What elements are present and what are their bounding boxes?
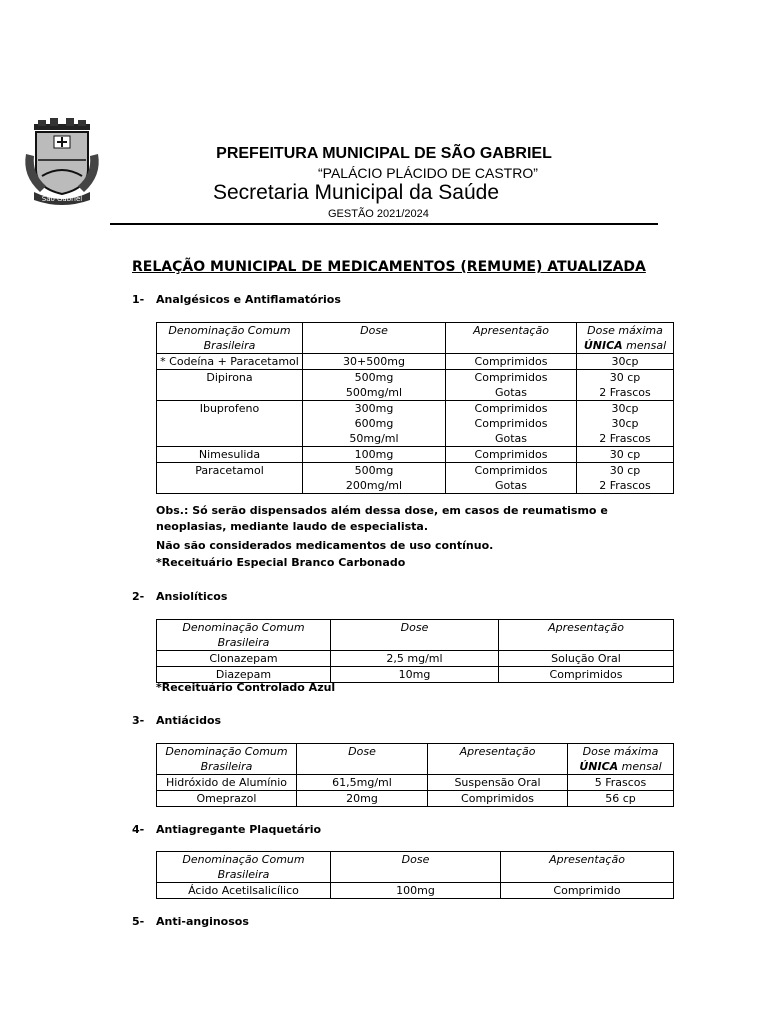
medication-table (156, 851, 674, 899)
dose-line: 200mg/ml (345, 479, 403, 492)
column-header: Dose (331, 620, 499, 651)
drug-presentation (446, 370, 577, 401)
max-line: 30 cp (609, 371, 641, 384)
drug-max-dose (577, 447, 674, 463)
dose-line: 30+500mg (343, 355, 405, 368)
max-line: 30cp (611, 355, 639, 368)
medication-table (156, 322, 674, 494)
max-line: 30cp (611, 402, 639, 415)
header-gestao: GESTÃO 2021/2024 (328, 208, 429, 220)
presentation-line: Gotas (494, 479, 528, 492)
drug-presentation (446, 354, 577, 370)
column-header: Denominação Comum Brasileira (157, 620, 331, 651)
prescription-note: *Receituário Especial Branco Carbonado (156, 556, 406, 569)
drug-max-dose (577, 370, 674, 401)
presentation-line: Gotas (494, 386, 528, 399)
drug-presentation: Comprimidos (428, 791, 568, 807)
drug-dose: 100mg (331, 883, 501, 899)
table-row (157, 883, 674, 899)
column-header: Apresentação (499, 620, 674, 651)
column-header: Apresentação (446, 323, 577, 354)
table-header-row (157, 323, 674, 354)
table-row (157, 401, 674, 447)
section-heading (132, 714, 221, 727)
obs-label: Obs.: (156, 504, 189, 517)
table-row (157, 791, 674, 807)
max-suffix: mensal (618, 760, 662, 773)
column-header: Denominação Comum Brasileira (157, 323, 303, 354)
dose-line: 300mg (354, 402, 394, 415)
drug-name: Hidróxido de Alumínio (157, 775, 297, 791)
column-header-max (577, 323, 674, 354)
table-header-row (157, 852, 674, 883)
section-number: 5- (132, 915, 145, 928)
presentation-line: Comprimidos (474, 464, 548, 477)
max-line: 2 Frascos (599, 479, 651, 492)
column-header: Dose (303, 323, 446, 354)
dose-line: 100mg (354, 448, 394, 461)
drug-name: Nimesulida (157, 447, 303, 463)
header-palacio: “PALÁCIO PLÁCIDO DE CASTRO” (318, 165, 538, 181)
drug-dose: 10mg (331, 667, 499, 683)
column-header: Dose (297, 744, 428, 775)
table-row (157, 447, 674, 463)
table-header-row (157, 620, 674, 651)
dose-line: 500mg (354, 371, 394, 384)
max-line: 30 cp (609, 464, 641, 477)
observation-note (156, 503, 671, 535)
drug-presentation: Suspensão Oral (428, 775, 568, 791)
drug-dose (303, 463, 446, 494)
drug-name: Dipirona (157, 370, 303, 401)
dose-line: 600mg (354, 417, 394, 430)
section-number: 1- (132, 293, 145, 306)
drug-presentation (446, 463, 577, 494)
section-heading (132, 915, 249, 928)
section-name: Ansiolíticos (156, 590, 228, 603)
dose-line: 50mg/ml (349, 432, 399, 445)
column-header: Denominação Comum Brasileira (157, 852, 331, 883)
drug-name: Clonazepam (157, 651, 331, 667)
presentation-line: Gotas (494, 432, 528, 445)
obs-text: Só serão dispensados além dessa dose, em casos de reumatismo e neoplasias, mediante laudo de especialista. (156, 504, 608, 533)
presentation-line: Comprimidos (474, 402, 548, 415)
max-line: 2 Frascos (599, 386, 651, 399)
section-heading (132, 823, 321, 836)
drug-dose: 2,5 mg/ml (331, 651, 499, 667)
section-number: 4- (132, 823, 145, 836)
header-prefeitura: PREFEITURA MUNICIPAL DE SÃO GABRIEL (216, 145, 552, 162)
max-prefix: Dose máxima (582, 745, 659, 758)
drug-max-dose (577, 354, 674, 370)
section-name: Antiácidos (156, 714, 222, 727)
max-suffix: mensal (622, 339, 667, 352)
drug-presentation (446, 447, 577, 463)
drug-dose (303, 354, 446, 370)
drug-max-dose: 56 cp (568, 791, 674, 807)
max-emphasis: ÚNICA (583, 339, 623, 352)
medication-table (156, 743, 674, 807)
prescription-note: *Receituário Controlado Azul (156, 681, 336, 694)
presentation-line: Comprimidos (474, 417, 548, 430)
drug-presentation: Solução Oral (499, 651, 674, 667)
header-secretaria: Secretaria Municipal da Saúde (213, 181, 500, 204)
max-line: 30cp (611, 417, 639, 430)
max-emphasis: ÚNICA (579, 760, 619, 773)
drug-max-dose: 5 Frascos (568, 775, 674, 791)
column-header: Denominação Comum Brasileira (157, 744, 297, 775)
continuous-use-note: Não são considerados medicamentos de uso contínuo. (156, 539, 494, 552)
drug-name: Ibuprofeno (157, 401, 303, 447)
dose-line: 500mg/ml (345, 386, 403, 399)
table-header-row (157, 744, 674, 775)
presentation-line: Comprimidos (474, 448, 548, 461)
column-header: Dose (331, 852, 501, 883)
column-header: Apresentação (501, 852, 674, 883)
table-row (157, 370, 674, 401)
section-heading (132, 293, 341, 306)
header-divider (110, 223, 658, 225)
drug-presentation: Comprimidos (499, 667, 674, 683)
seal-banner-text: São Gabriel (41, 195, 83, 203)
section-heading (132, 590, 227, 603)
section-number: 2- (132, 590, 145, 603)
max-line: 30 cp (609, 448, 641, 461)
presentation-line: Comprimidos (474, 371, 548, 384)
document-title: RELAÇÃO MUNICIPAL DE MEDICAMENTOS (REMUME) ATUALIZADA (132, 259, 646, 275)
table-row (157, 651, 674, 667)
medication-table (156, 619, 674, 683)
drug-max-dose (577, 463, 674, 494)
table-row (157, 354, 674, 370)
drug-presentation: Comprimido (501, 883, 674, 899)
drug-name: Ácido Acetilsalicílico (157, 883, 331, 899)
presentation-line: Comprimidos (474, 355, 548, 368)
municipal-seal-icon (20, 118, 104, 208)
drug-presentation (446, 401, 577, 447)
max-line: 2 Frascos (599, 432, 651, 445)
drug-max-dose (577, 401, 674, 447)
column-header-max (568, 744, 674, 775)
drug-name: Omeprazol (157, 791, 297, 807)
table-row (157, 775, 674, 791)
drug-dose: 20mg (297, 791, 428, 807)
section-name: Anti-anginosos (156, 915, 249, 928)
section-name: Antiagregante Plaquetário (156, 823, 322, 836)
drug-name: * Codeína + Paracetamol (157, 354, 303, 370)
table-row (157, 463, 674, 494)
section-number: 3- (132, 714, 145, 727)
drug-dose: 61,5mg/ml (297, 775, 428, 791)
column-header: Apresentação (428, 744, 568, 775)
max-prefix: Dose máxima (587, 324, 663, 337)
drug-name: Paracetamol (157, 463, 303, 494)
drug-dose (303, 447, 446, 463)
drug-dose (303, 401, 446, 447)
drug-dose (303, 370, 446, 401)
dose-line: 500mg (354, 464, 394, 477)
section-name: Analgésicos e Antiflamatórios (156, 293, 341, 306)
drug-name: Diazepam (157, 667, 331, 683)
